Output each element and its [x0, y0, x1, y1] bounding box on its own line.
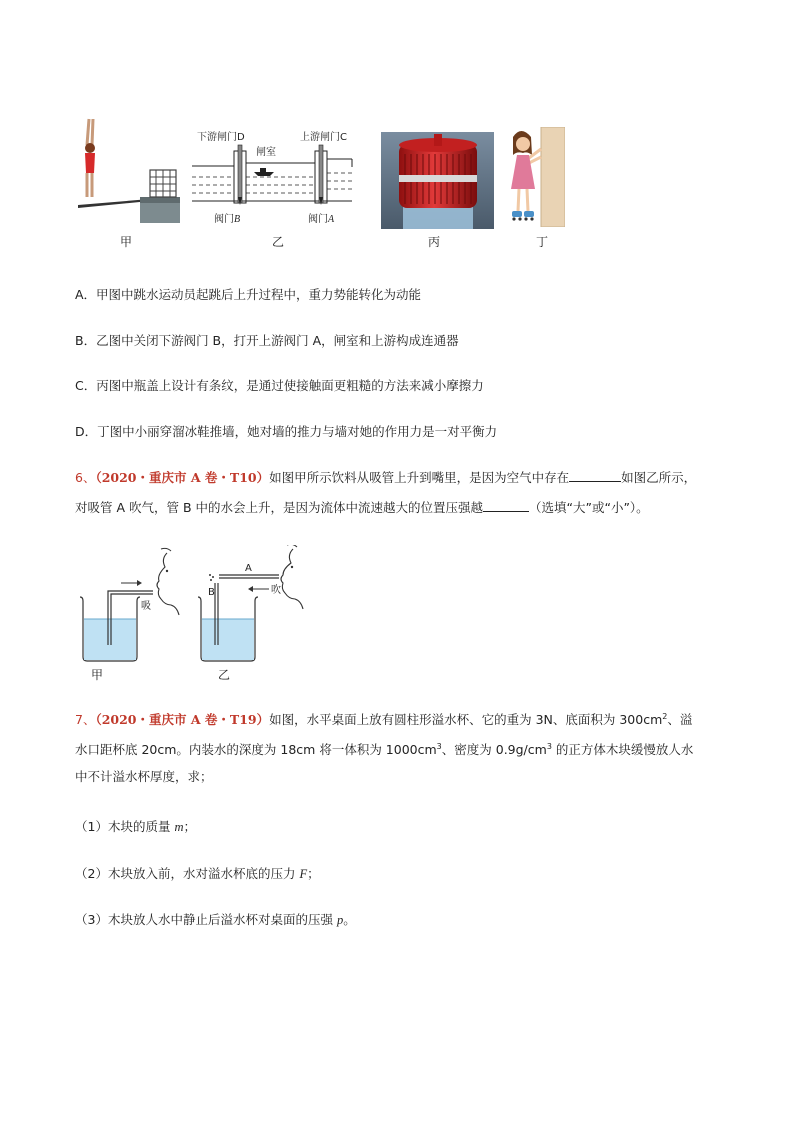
option-c: C．丙图中瓶盖上设计有条纹，是通过使接触面更粗糙的方法来减小摩擦力	[75, 378, 484, 393]
q7-sub1: （1）木块的质量 m；	[75, 819, 196, 834]
q7-sub3: （3）木块放人水中静止后溢水杯对桌面的压强 p。	[75, 912, 356, 927]
q6-figure-blow	[195, 545, 310, 665]
option-b: B．乙图中关闭下游阀门 B，打开上游阀门 A，闸室和上游构成连通器	[75, 333, 459, 348]
q7-line3: 中不计溢水杯厚度，求；	[75, 769, 213, 784]
figure-girl-wall	[505, 127, 565, 227]
label-lock-chamber: 闸室	[256, 147, 276, 158]
option-d: D．丁图中小丽穿溜冰鞋推墙，她对墙的推力与墙对她的作用力是一对平衡力	[75, 424, 498, 439]
q6-blow-label: 吹	[271, 585, 281, 596]
q6-figure-suck	[75, 545, 185, 665]
q7-line2: 水口距杯底 20cm。内装水的深度为 18cm 将一体积为 $1000cm^3$、密度为 $0.9g/cm^3$ 的正方体木块缓慢放人水	[75, 742, 694, 758]
figure-ship-lock	[192, 125, 367, 230]
label-valve-b: 阀门B	[214, 214, 241, 225]
q6-number: 6、	[75, 470, 96, 485]
caption-yi: 乙	[272, 235, 285, 249]
q6-label-a: A	[245, 563, 252, 574]
q6-line1: 6、（2020・重庆市 A 卷・T10）如图甲所示饮料从吸管上升到嘴里，是因为空气中存在 如图乙所示，	[75, 470, 697, 485]
q7-source: （2020・重庆市 A 卷・T19）	[95, 712, 270, 728]
q6-source: （2020・重庆市 A 卷・T10）	[95, 470, 270, 485]
q7-number: 7、	[75, 712, 96, 728]
q6-line2: 对吸管 A 吹气，管 B 中的水会上升，是因为流体中流速越大的位置压强越 （选填“大”或“小”）。	[75, 500, 649, 515]
q6-blank-1[interactable]	[569, 469, 621, 482]
label-upstream-gate: 上游闸门C	[300, 132, 347, 143]
label-valve-a: 阀门A	[308, 214, 335, 225]
label-downstream-gate: 下游闸门D	[197, 132, 245, 143]
q7-line1: 7、（2020・重庆市 A 卷・T19）如图，水平桌面上放有圆柱形溢水杯、它的重为 3N、底面积为 $300cm^2$、溢	[75, 712, 693, 728]
figure-bottle-cap	[381, 132, 494, 229]
caption-jia: 甲	[120, 235, 133, 249]
q6-caption-jia: 甲	[91, 668, 104, 682]
q6-caption-yi: 乙	[218, 668, 231, 682]
option-a: A．甲图中跳水运动员起跳后上升过程中，重力势能转化为动能	[75, 287, 422, 302]
caption-ding: 丁	[536, 235, 549, 249]
q6-label-b: B	[208, 587, 215, 598]
q7-sub2: （2）木块放入前，水对溢水杯底的压力 F；	[75, 866, 320, 881]
q6-blank-2[interactable]	[483, 499, 529, 512]
q6-suck-label: 吸	[141, 601, 151, 612]
figure-diver	[70, 115, 185, 227]
caption-bing: 丙	[428, 235, 441, 249]
